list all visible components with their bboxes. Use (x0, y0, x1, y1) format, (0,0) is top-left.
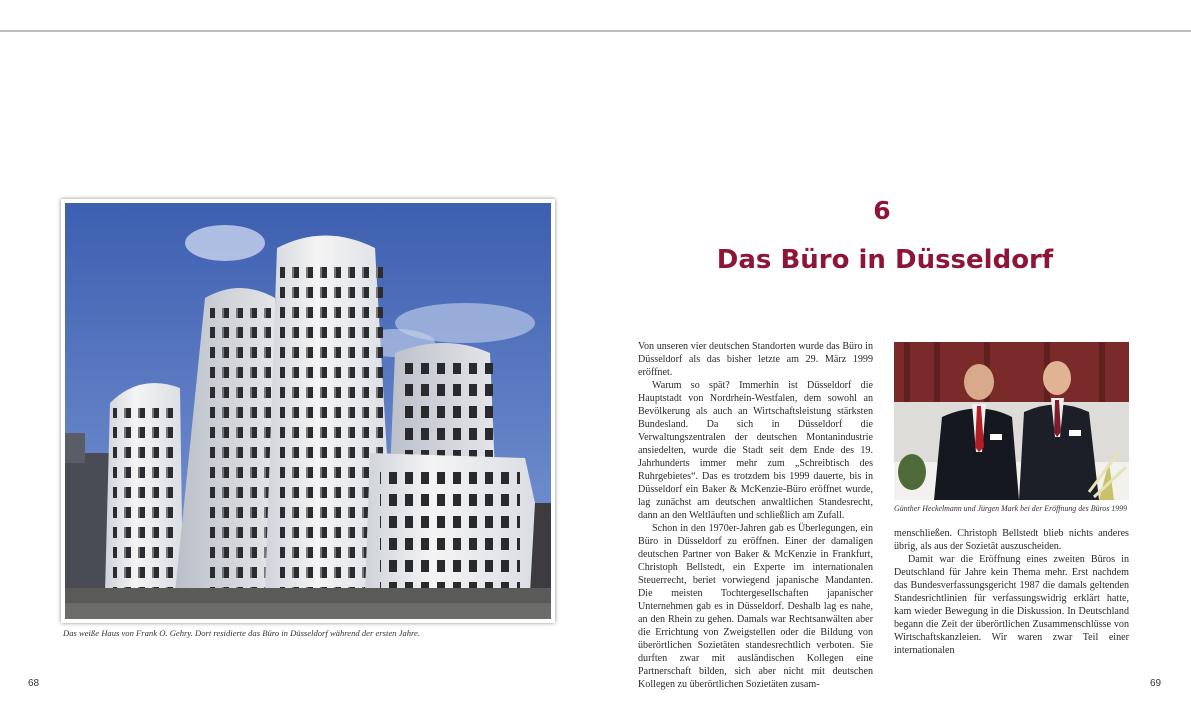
paragraph: menschließen. Christoph Bellstedt blieb nichts anderes übrig, als aus der Sozietät auszuscheiden. (894, 528, 1129, 552)
paragraph: Damit war die Eröffnung eines zweiten Büros in Deutschland für Jahre kein Thema mehr. Erst nachdem das Bundesverfassungsgericht 1987 die damals geltenden Standesrichtlinien für verfassungswidrig erklärt hatte, kam wieder Bewegung in die Diskussion. In Deutschland begann die Zeit der überörtlichen Zusammenschlüsse von Wirtschaftskanzleien. Wir waren zwar Teil einer internationalen (894, 554, 1129, 656)
paragraph: Schon in den 1970er-Jahren gab es Überlegungen, ein Büro in Düsseldorf zu eröffnen. Einer der damaligen deutschen Partner von Baker & McKenzie in Frankfurt, Christoph Bellstedt, ein Experte im internationalen Steuerrecht, beriet vorwiegend japanische Mandanten. Die meisten Tochtergesellschaften japanischer Unternehmen gab es in Düsseldorf. Deshalb lag es nahe, an den Rhein zu gehen. Damals war Rechtsanwälten aber die Errichtung von Zweigstellen oder die Bildung von überörtlichen Sozietäten standesrechtlich verboten. Sie durften zwar mit ausländischen Kollegen eine Partnerschaft bilden, sich aber nicht mit deutschen Kollegen zu überörtlichen Sozietäten zusam- (638, 523, 873, 690)
top-rule (0, 30, 1191, 32)
chapter-title: Das Büro in Düsseldorf (716, 245, 1054, 275)
paragraph: Von unseren vier deutschen Standorten wurde das Büro in Düsseldorf als das bisher letzte am 29. März 1999 eröffnet. (638, 341, 873, 378)
page-number-right: 69 (1150, 678, 1162, 689)
photo-caption-right: Günther Heckelmann und Jürgen Mark bei der Eröffnung des Büros 1999 (894, 504, 1128, 513)
chapter-number: 6 (873, 196, 891, 225)
gehry-building-photo (61, 199, 555, 623)
page-number-left: 68 (28, 678, 40, 689)
photo-caption-left: Das weiße Haus von Frank O. Gehry. Dort residierte das Büro in Düsseldorf während der ersten Jahre. (63, 628, 421, 638)
text-column-left (638, 340, 873, 691)
opening-photo (894, 342, 1129, 500)
paragraph: Warum so spät? Immerhin ist Düsseldorf die Hauptstadt von Nordrhein-Westfalen, dem sowohl an Bevölkerung als auch an Wirtschaftsleistung stärksten Bundesland. Da sich in Düsseldorf die Verwaltungszentralen der deutschen Montanindustrie ansiedelten, wurde die Stadt seit dem Ende des 19. Jahrhunderts immer mehr zum „Schreibtisch des Ruhrgebietes“. Das es trotzdem bis 1999 dauerte, bis in Düsseldorf ein Baker & McKenzie-Büro eröffnet wurde, lag zunächst am deutschen anwaltlichen Standesrecht, dann an den Weltläuften und schließlich am Zufall. (638, 380, 873, 521)
text-column-right (894, 527, 1129, 657)
